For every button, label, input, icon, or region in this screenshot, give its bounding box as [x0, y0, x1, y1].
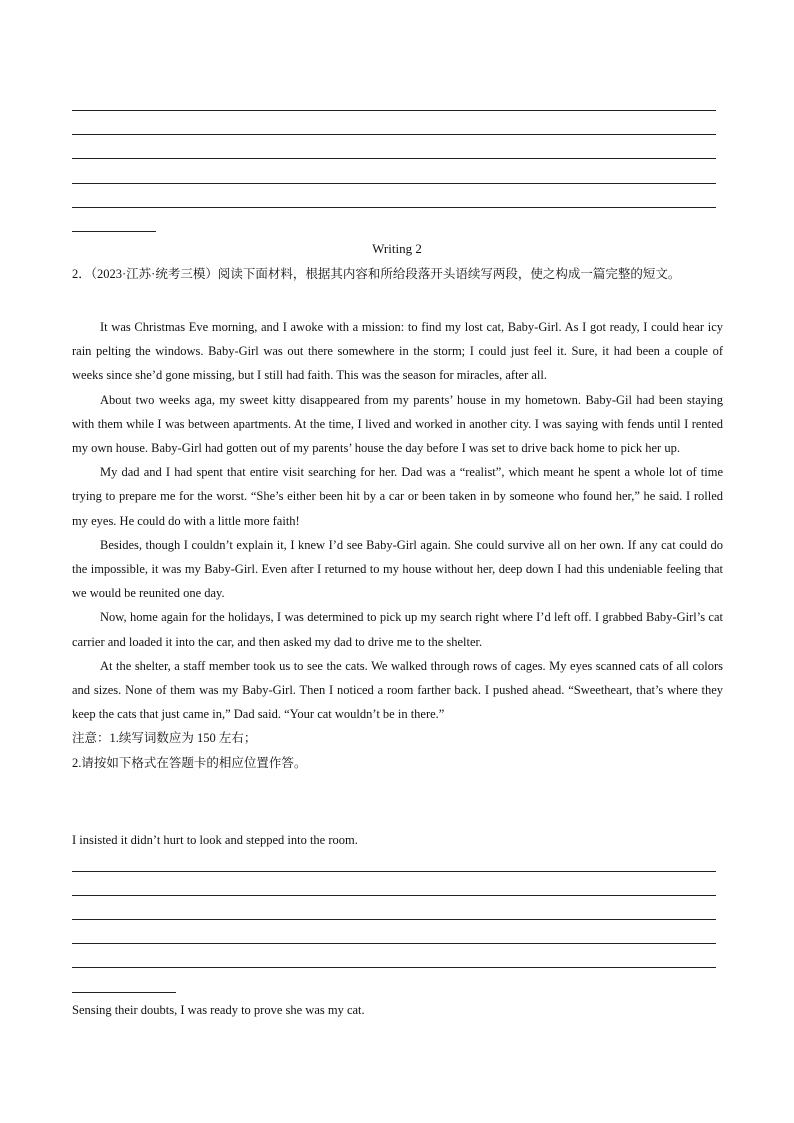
- answer-line-short: [72, 231, 156, 232]
- note-line: 2.请按如下格式在答题卡的相应位置作答。: [72, 755, 307, 770]
- question-prompt: 2．（2023·江苏·统考三模）阅读下面材料，根据其内容和所给段落开头语续写两段，使之构成一篇完整的短文。: [72, 267, 681, 281]
- section-title: Writing 2: [372, 241, 422, 256]
- answer-line: [72, 919, 716, 920]
- story-paragraph: Now, home again for the holidays, I was determined to pick up my search right where I’d left off. I grabbed Baby-Girl’s cat carrier and loaded it into the car, and then asked my dad to drive me to the shelter.: [72, 610, 723, 649]
- story-paragraph: My dad and I had spent that entire visit searching for her. Dad was a “realist”, which meant he spent a whole lot of time trying to prepare me for the worst. “She’s either been hit by a car or been taken in by someone who found her,” he said. I rolled my eyes. He could do with a little more faith!: [72, 465, 723, 528]
- story-text: [72, 315, 723, 775]
- answer-line: [72, 967, 716, 968]
- answer-line: [72, 871, 716, 872]
- answer-line: [72, 183, 716, 184]
- story-paragraph: It was Christmas Eve morning, and I awoke with a mission: to find my lost cat, Baby-Girl. As I got ready, I could hear icy rain pelting the windows. Baby-Girl was out there somewhere in the storm; I could just feel it. Sure, it had been a couple of weeks since she’d gone missing, but I still had faith. This was the season for miracles, after all.: [72, 320, 723, 383]
- answer-line: [72, 110, 716, 111]
- answer-line: [72, 134, 716, 135]
- answer-line: [72, 895, 716, 896]
- paragraph-opening-2: Sensing their doubts, I was ready to prove she was my cat.: [72, 1003, 365, 1017]
- story-paragraph: At the shelter, a staff member took us to see the cats. We walked through rows of cages. My eyes scanned cats of all colors and sizes. None of them was my Baby-Girl. Then I noticed a room farther back. I pushed ahead. “Sweetheart, that’s where they keep the cats that just came in,” Dad said. “Your cat wouldn’t be in there.”: [72, 658, 723, 722]
- story-paragraph: About two weeks aga, my sweet kitty disappeared from my parents’ house in my hometown. Baby-Gil had been staying with them while I was between apartments. At the time, I lived and worked in another city. I was saying with fends until I rented my own house. Baby-Girl had gotten out of my parents’ house the day before I was set to drive back home to pick her up.: [72, 392, 723, 456]
- story-paragraph: Besides, though I couldn’t explain it, I knew I’d see Baby-Girl again. She could survive all on her own. If any cat could do the impossible, it was my Baby-Girl. Even after I returned to my house without her, deep down I had this undeniable feeling that we would be reunited one day.: [72, 537, 723, 601]
- answer-line: [72, 207, 716, 208]
- note-line: 注意：1.续写词数应为 150 左右；: [72, 731, 257, 746]
- answer-line: [72, 158, 716, 159]
- paragraph-opening-1: I insisted it didn’t hurt to look and stepped into the room.: [72, 833, 358, 847]
- answer-line-short: [72, 992, 176, 993]
- answer-line: [72, 943, 716, 944]
